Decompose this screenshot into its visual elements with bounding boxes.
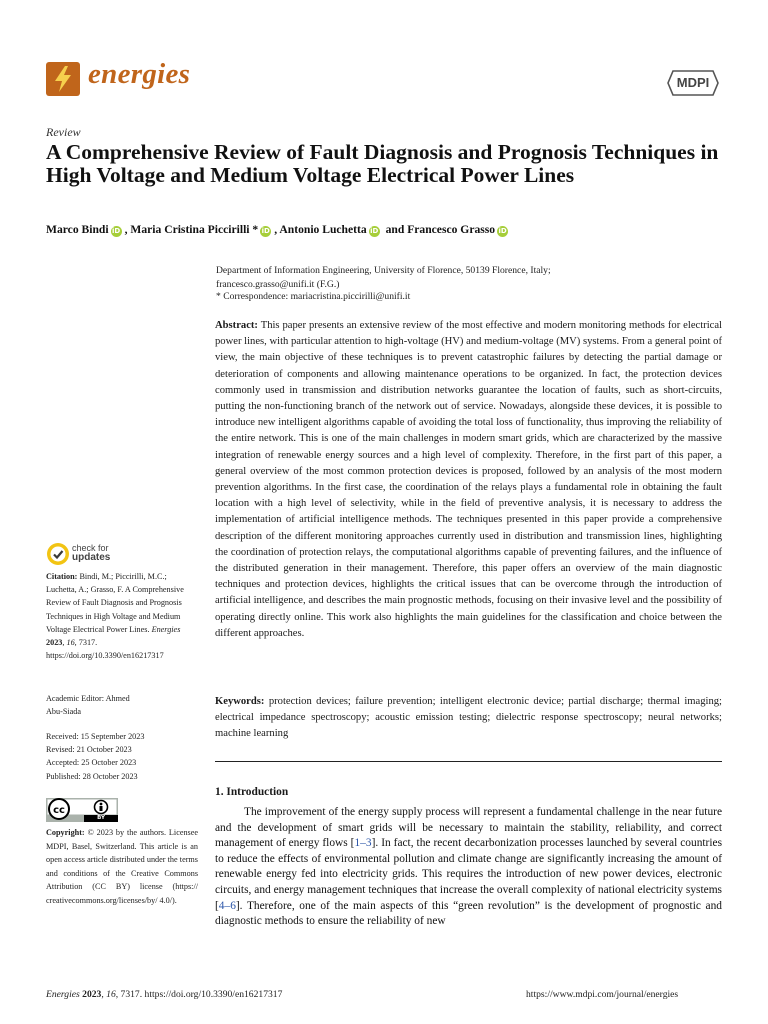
footer-volume: 16 <box>106 989 116 1000</box>
footer-doi[interactable]: , 7317. https://doi.org/10.3390/en16217317 <box>115 989 283 1000</box>
revised-date: Revised: 21 October 2023 <box>46 745 132 755</box>
citation-label: Citation: <box>46 572 78 581</box>
orcid-icon[interactable]: iD <box>370 227 379 235</box>
author-2[interactable]: Maria Cristina Piccirilli * <box>130 223 259 236</box>
keywords <box>215 694 722 743</box>
dates-block <box>46 730 144 783</box>
author-1[interactable]: Marco Bindi <box>46 223 109 236</box>
article-title: A Comprehensive Review of Fault Diagnosis and Prognosis Techniques in High Voltage and Medium Voltage Electrical Power Lines <box>46 140 719 187</box>
abstract-label: Abstract: <box>215 320 258 331</box>
author-separator: , <box>124 223 131 236</box>
author-separator: and <box>382 223 408 236</box>
citation-journal: Energies <box>151 624 181 634</box>
abstract-text: This paper presents an extensive review of the most effective and modern monitoring methods for electrical power lines, with particular attention to high-voltage (HV) and medium-voltage (MV) systems. From a general point of view, the main objective of these techniques is to prevent catastrophic failures by detecting the partial damage or deterioration of components and allowing maintenance operations to be organized. In fact, the protection devices commonly used in transmission and distribution networks guarantee the location of faults, such as short-circuits, putting the non-functioning branch of the network out of service. Nowadays, alongside these devices, it is possible to introduce new intelligent algorithms capable of avoiding the total loss of functionality, thus improving the reliability of the entire network. This is one of the main challenges in modern smart grids, which are characterized by the massive integration of renewable energy sources and a high level of complexity. Therefore, in the first part of this paper, a general overview of the most common protection devices is proposed, followed by an analysis of the most modern prevention algorithms. In the first case, the coordination of the relays plays a fundamental role in obtaining the fault location with a high level of selectivity, while in the field of preventive analysis, it is necessary to address the implementation of artificial intelligence methods. The techniques presented in this paper provide a comprehensive description of the different monitoring approaches currently used in distribution and transmission lines, highlighting the coordination of protection relays, the computational algorithms capable of preventing failures, and the influence of the distributed generation in their management. Therefore, this paper offers an overview of the main diagnostic techniques and protection devices, highlights the critical issues that can be overcome through the introduction of artificial intelligence, and describes the main prognostic methods, focusing on their invasive level and the possibility of operating directly online. This work also highlights the main guidelines for the classification and choice between the different approaches. <box>215 320 722 639</box>
lightning-icon <box>46 62 80 96</box>
author-list <box>46 223 511 237</box>
check-icon <box>46 542 70 566</box>
mdpi-logo-text: MDPI <box>676 75 710 90</box>
article-type: Review <box>46 125 81 139</box>
section-heading: 1. Introduction <box>215 786 289 798</box>
footer-year: 2023 <box>82 989 102 1000</box>
section-divider <box>215 761 722 762</box>
reference-link[interactable]: 4–6 <box>218 899 236 912</box>
academic-editor <box>46 692 130 718</box>
citation-year: 2023 <box>46 638 63 648</box>
journal-name[interactable]: energies <box>88 58 191 90</box>
affiliation-line: Department of Information Engineering, University of Florence, 50139 Florence, Italy; <box>216 265 551 276</box>
correspondence[interactable]: * Correspondence: mariacristina.piccirilli@unifi.it <box>216 291 411 302</box>
author-separator: , <box>274 223 280 236</box>
intro-text: ]. In fact, the recent decarbonization processes launched by several countries to reduce the effects of environmental pollution and climate change are significantly increasing the amount of renewable energy fed into electricity grids. This requires the introduction of new power devices, electronic circuits, and energy management techniques that increase the overall complexity of national electricity systems [ <box>215 837 723 912</box>
citation-text: Bindi, M.; Piccirilli, M.C.; Luchetta, A.; Grasso, F. A Comprehensive Review of Fault Diagnosis and Prognosis Techniques in High Voltage and Medium Voltage Electrical Power Lines. <box>46 572 184 634</box>
keywords-text: protection devices; failure prevention; intelligent electronic device; partial discharge; thermal imaging; electrical impedance spectroscopy; acoustic emission testing; dielectric response spectroscopy; neural networks; machine learning <box>215 696 722 740</box>
accepted-date: Accepted: 25 October 2023 <box>46 758 137 768</box>
cc-by-label: BY <box>97 815 105 821</box>
orcid-icon[interactable]: iD <box>111 227 121 235</box>
footer-journal-url[interactable]: https://www.mdpi.com/journal/energies <box>526 989 679 1000</box>
mdpi-logo[interactable] <box>667 70 719 96</box>
author-4[interactable]: Francesco Grasso <box>407 223 496 236</box>
keywords-label: Keywords: <box>215 696 265 707</box>
received-date: Received: 15 September 2023 <box>46 732 145 741</box>
svg-text:cc: cc <box>53 805 65 816</box>
cc-by-license-badge[interactable] <box>46 798 118 822</box>
copyright-text: © 2023 by the authors. Licensee MDPI, Basel, Switzerland. This article is an open access article distributed under the terms and conditions of the Creative Commons Attribution (CC BY) license (https:// creativecommons.org/licenses/by/ 4.0/). <box>46 828 199 905</box>
intro-paragraph <box>215 805 722 930</box>
abstract <box>215 318 722 642</box>
journal-logo <box>46 62 80 96</box>
author-3[interactable]: Antonio Luchetta <box>279 223 367 236</box>
copyright-label: Copyright: <box>46 828 85 837</box>
citation-doi[interactable]: , 7317. https://doi.org/10.3390/en16217317 <box>46 638 164 661</box>
intro-text: The improvement of the energy supply process will represent a fundamental challenge in the near future and the development of smart grids will be necessary to maintain the stability, reliability, and correct management of energy flows [ <box>215 806 722 850</box>
reference-link[interactable]: 1–3 <box>354 837 372 850</box>
orcid-icon[interactable]: iD <box>498 227 507 235</box>
check-for-label: check for <box>72 543 109 553</box>
affiliation-email[interactable]: francesco.grasso@unifi.it (F.G.) <box>216 279 340 290</box>
published-date: Published: 28 October 2023 <box>46 771 138 781</box>
citation-block: Citation: Bindi, M.; Piccirilli, M.C.; Luchetta, A.; Grasso, F. A Comprehensive Review of Fault Diagnosis and Prognosis Techniques in High Voltage and Medium Voltage Electrical Power Lines. Energies 2023, 16, 7317. https://doi.org/10.3390/en16217317 <box>46 572 184 661</box>
updates-label: updates <box>72 552 111 563</box>
intro-text: ]. Therefore, one of the main aspects of this “green revolution” is the development of prognostic and diagnostic methods to ensure the reliability of new <box>215 899 722 928</box>
footer-journal: Energies <box>46 989 80 1000</box>
editor-line: Abu-Siada <box>46 707 82 717</box>
orcid-icon[interactable]: iD <box>261 227 270 235</box>
citation-volume: 16 <box>66 638 75 648</box>
editor-line: Academic Editor: Ahmed <box>46 694 130 703</box>
copyright-block <box>46 826 198 908</box>
footer-citation: Energies 2023, 16, 7317. https://doi.org/10.3390/en16217317 <box>46 989 283 1000</box>
